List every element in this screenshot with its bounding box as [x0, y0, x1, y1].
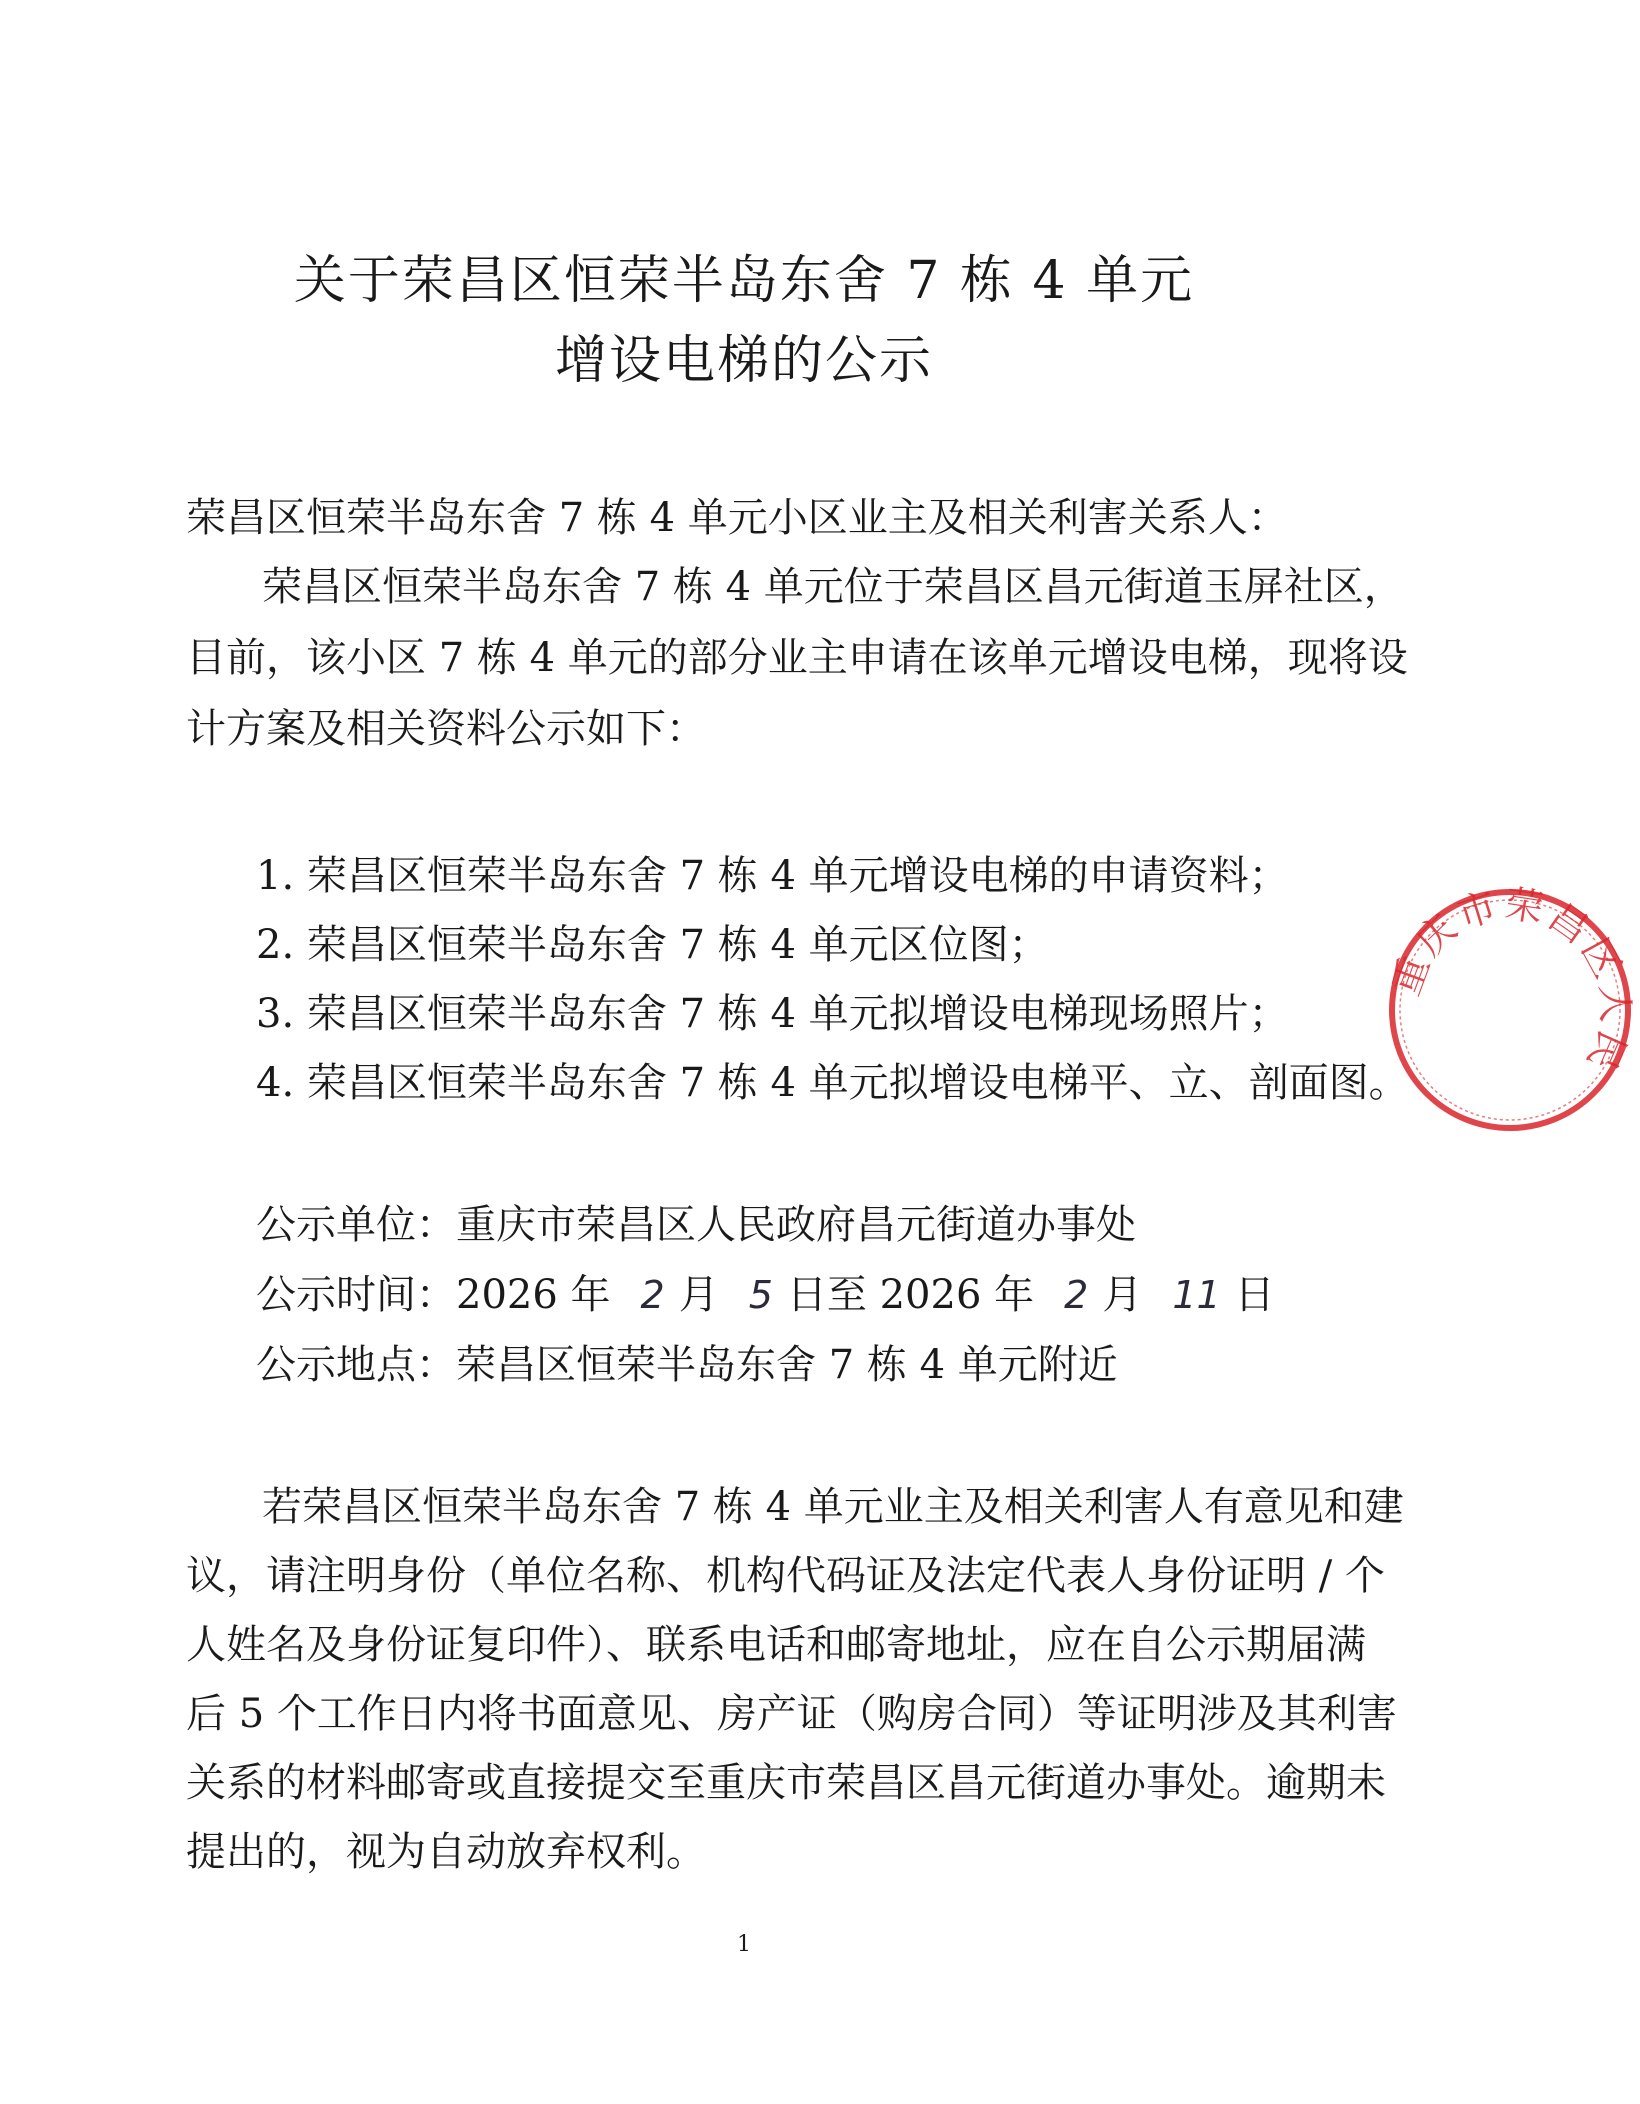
notice-place-label: 公示地点： [256, 1342, 456, 1388]
closing-line-4: 后 5 个工作日内将书面意见、房产证（购房合同）等证明涉及其利害 [186, 1691, 1397, 1737]
handwritten-day-end: 11 [1172, 1273, 1221, 1317]
notice-time-label: 公示时间： [256, 1272, 456, 1318]
notice-place [256, 1342, 1118, 1388]
notice-unit-value: 重庆市荣昌区人民政府昌元街道办事处 [456, 1202, 1136, 1248]
list-item: 4. 荣昌区恒荣半岛东舍 7 栋 4 单元拟增设电梯平、立、剖面图。 [256, 1060, 1409, 1106]
notice-time-year-start: 2026 年 [456, 1272, 611, 1318]
closing-line-1: 若荣昌区恒荣半岛东舍 7 栋 4 单元业主及相关利害人有意见和建 [262, 1484, 1404, 1530]
closing-line-6: 提出的，视为自动放弃权利。 [186, 1829, 706, 1875]
closing-line-5: 关系的材料邮寄或直接提交至重庆市荣昌区昌元街道办事处。逾期未 [186, 1760, 1386, 1806]
document-title-line1: 关于荣昌区恒荣半岛东舍 7 栋 4 单元 [293, 251, 1195, 311]
notice-unit [256, 1202, 1136, 1248]
list-item: 3. 荣昌区恒荣半岛东舍 7 栋 4 单元拟增设电梯现场照片； [256, 991, 1289, 1037]
notice-time-mid: 日至 2026 年 [786, 1272, 1035, 1318]
seal-text: 重庆市荣昌区人民 [1383, 881, 1638, 1081]
closing-line-2: 议，请注明身份（单位名称、机构代码证及法定代表人身份证明 / 个 [186, 1553, 1385, 1599]
intro-line-3: 计方案及相关资料公示如下： [186, 706, 706, 752]
closing-line-3: 人姓名及身份证复印件）、联系电话和邮寄地址，应在自公示期届满 [186, 1622, 1366, 1668]
list-item: 2. 荣昌区恒荣半岛东舍 7 栋 4 单元区位图； [256, 922, 1049, 968]
notice-unit-label: 公示单位： [256, 1202, 456, 1248]
handwritten-month-start: 2 [640, 1273, 665, 1317]
salutation: 荣昌区恒荣半岛东舍 7 栋 4 单元小区业主及相关利害关系人： [186, 495, 1288, 541]
notice-place-value: 荣昌区恒荣半岛东舍 7 栋 4 单元附近 [456, 1342, 1118, 1388]
svg-text:重庆市荣昌区人民 [1384, 881, 1638, 1080]
document-title-line2: 增设电梯的公示 [554, 331, 933, 391]
notice-time-day-suffix-end: 日 [1234, 1272, 1275, 1318]
intro-line-1: 荣昌区恒荣半岛东舍 7 栋 4 单元位于荣昌区昌元街道玉屏社区， [262, 564, 1404, 610]
notice-time [256, 1272, 1275, 1318]
intro-line-2: 目前，该小区 7 栋 4 单元的部分业主申请在该单元增设电梯，现将设 [186, 635, 1408, 681]
notice-time-month-suffix-end: 月 [1102, 1272, 1143, 1318]
handwritten-month-end: 2 [1064, 1273, 1089, 1317]
list-item: 1. 荣昌区恒荣半岛东舍 7 栋 4 单元增设电梯的申请资料； [256, 853, 1289, 899]
page-number: 1 [737, 1932, 751, 1957]
handwritten-day-start: 5 [748, 1273, 773, 1317]
notice-time-month-suffix-start: 月 [678, 1272, 719, 1318]
official-seal-icon [1380, 880, 1640, 1140]
